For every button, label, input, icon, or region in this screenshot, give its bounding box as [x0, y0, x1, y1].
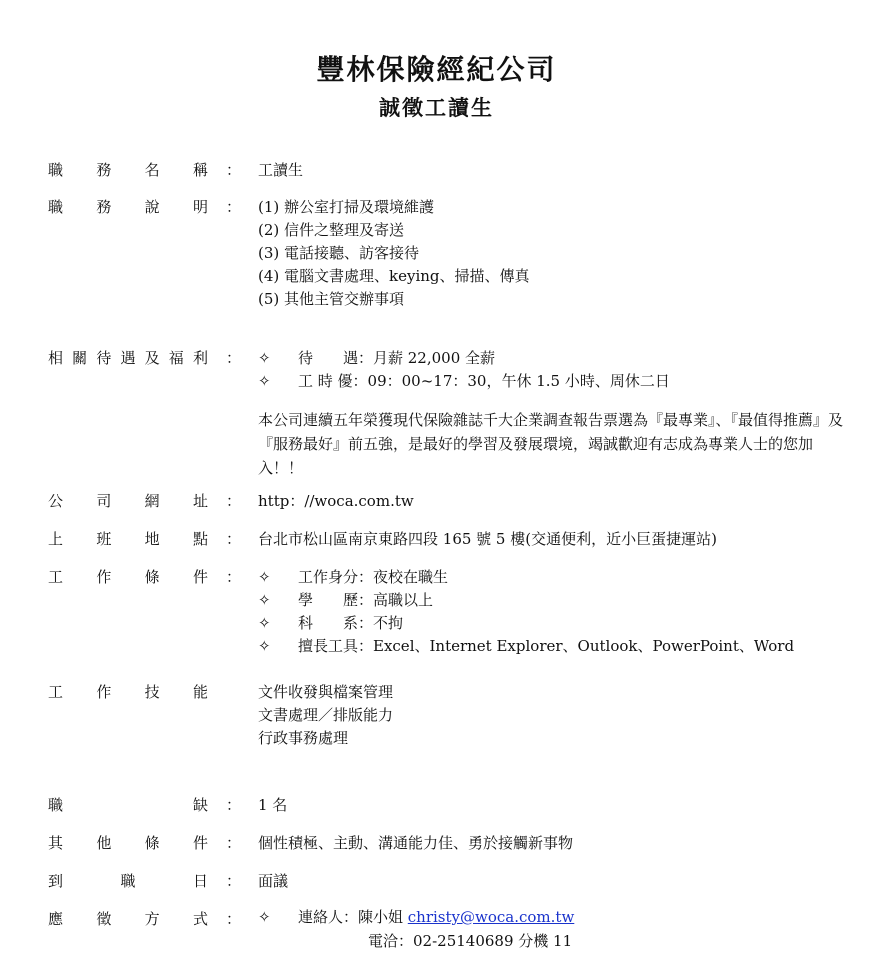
company-intro-paragraph: 本公司連續五年榮獲現代保險雜誌千大企業調查報告票選為『最專業』、『最值得推薦』及『服務最好』前五強，是最好的學習及發展環境，竭誠歡迎有志成為專業人士的您加入！！	[258, 411, 844, 477]
list-item: ✧ 學 歷：高職以上	[258, 589, 794, 612]
colon: ：	[226, 796, 242, 814]
start-date-label: 到 職 日	[48, 872, 208, 890]
list-item: ✧ 待 遇：月薪 22,000 全薪	[258, 347, 670, 370]
job-desc-label: 職 務 說 明	[48, 198, 208, 216]
list-item: ✧ 科 系：不拘	[258, 612, 794, 635]
diamond-bullet-icon: ✧	[258, 349, 271, 367]
colon: ：	[226, 161, 242, 179]
colon: ：	[226, 568, 242, 586]
conditions-label: 工 作 條 件	[48, 568, 208, 586]
list-item: (1) 辦公室打掃及環境維護	[258, 198, 435, 216]
location-value: 台北市松山區南京東路四段 165 號 5 樓(交通便利，近小巨蛋捷運站)	[258, 530, 717, 548]
location-label: 上 班 地 點	[48, 530, 208, 548]
list-item: (4) 電腦文書處理、keying、掃描、傳真	[258, 267, 530, 285]
colon: ：	[226, 198, 242, 216]
apply-contact	[258, 906, 574, 929]
list-item: (5) 其他主管交辦事項	[258, 290, 405, 308]
other-value: 個性積極、主動、溝通能力佳、勇於接觸新事物	[258, 834, 574, 852]
job-title-value: 工讀生	[258, 161, 304, 179]
skills-label: 工 作 技 能	[48, 683, 208, 701]
start-date-value: 面議	[258, 872, 289, 890]
apply-label: 應 徵 方 式	[48, 910, 208, 928]
diamond-bullet-icon: ✧	[258, 568, 271, 586]
list-item: ✧ 擅長工具：Excel、Internet Explorer、Outlook、PowerPoint、Word	[258, 635, 794, 658]
list-item: (2) 信件之整理及寄送	[258, 221, 405, 239]
contact-prefix: 連絡人：陳小姐	[298, 908, 408, 926]
list-item: (3) 電話接聽、訪客接待	[258, 244, 420, 262]
colon: ：	[226, 492, 242, 510]
openings-label: 職 缺	[48, 796, 208, 814]
job-posting-subtitle: 誠徵工讀生	[379, 95, 494, 120]
list-item: ✧ 工 時 優：09：00~17：30，午休 1.5 小時、周休二日	[258, 370, 670, 393]
diamond-bullet-icon: ✧	[258, 591, 271, 609]
diamond-bullet-icon: ✧	[258, 614, 271, 632]
company-title: 豐林保險經紀公司	[316, 53, 557, 86]
website-value: http：//woca.com.tw	[258, 492, 414, 510]
colon: ：	[226, 530, 242, 548]
colon: ：	[226, 872, 242, 890]
benefits-list	[258, 347, 670, 393]
diamond-bullet-icon: ✧	[258, 372, 271, 390]
colon: ：	[226, 349, 242, 367]
diamond-bullet-icon: ✧	[258, 637, 271, 655]
openings-value: 1 名	[258, 796, 288, 814]
other-label: 其 他 條 件	[48, 834, 208, 852]
email-link[interactable]: christy@woca.com.tw	[407, 908, 575, 926]
diamond-bullet-icon: ✧	[258, 908, 271, 926]
colon: ：	[226, 910, 242, 928]
job-desc-list	[258, 196, 530, 311]
benefits-label: 相 關 待 遇 及 福 利	[48, 349, 208, 367]
website-label: 公 司 網 址	[48, 492, 208, 510]
list-item: 文件收發與檔案管理	[258, 683, 394, 701]
list-item: 行政事務處理	[258, 729, 349, 747]
colon: ：	[226, 834, 242, 852]
job-title-label: 職 務 名 稱	[48, 161, 208, 179]
phone-value: 電洽：02-25140689 分機 11	[368, 932, 573, 950]
list-item: ✧ 工作身分：夜校在職生	[258, 566, 794, 589]
list-item: 文書處理／排版能力	[258, 706, 394, 724]
skills-list	[258, 681, 393, 750]
conditions-list	[258, 566, 794, 658]
